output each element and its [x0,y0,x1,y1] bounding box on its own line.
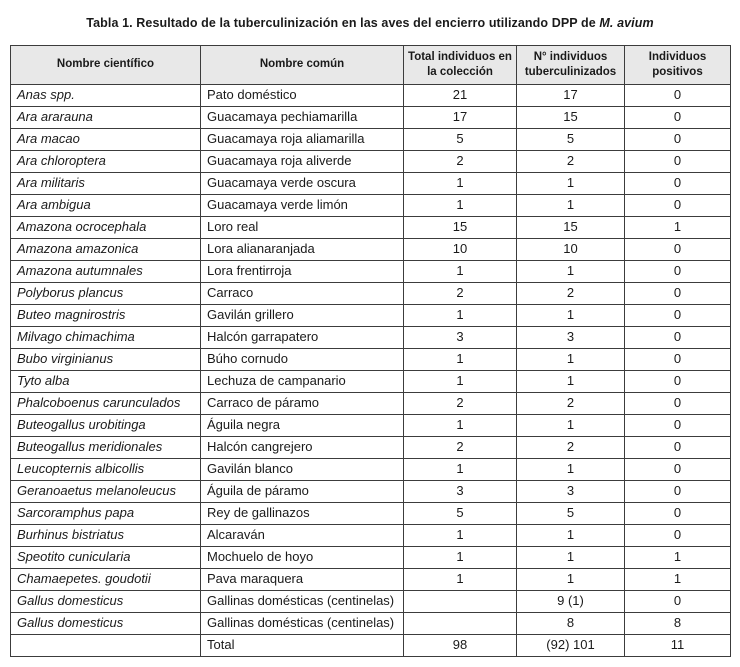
table-row [11,128,731,150]
cell-tuberculinized: 9 (1) [517,590,625,612]
cell-positive: 0 [625,260,731,282]
results-table [10,45,731,657]
table-row [11,282,731,304]
table-row [11,106,731,128]
cell-tuberculinized: 1 [517,458,625,480]
cell-positive: 0 [625,392,731,414]
cell-scientific-name: Buteo magnirostris [11,304,201,326]
cell-positive: 0 [625,524,731,546]
cell-scientific-name: Ara militaris [11,172,201,194]
table-row [11,568,731,590]
header-positive: Individuos positivos [625,46,731,85]
cell-tuberculinized: 2 [517,282,625,304]
table-row [11,612,731,634]
cell-positive: 0 [625,480,731,502]
table-row [11,546,731,568]
cell-scientific-name: Sarcoramphus papa [11,502,201,524]
cell-total-individuals: 1 [404,304,517,326]
cell-tuberculinized: 1 [517,370,625,392]
table-row [11,326,731,348]
cell-common-name: Águila negra [201,414,404,436]
cell-tuberculinized: 3 [517,326,625,348]
cell-scientific-name: Gallus domesticus [11,590,201,612]
cell-total-individuals: 1 [404,546,517,568]
cell-scientific-name [11,634,201,656]
cell-total-individuals: 1 [404,414,517,436]
cell-scientific-name: Amazona ocrocephala [11,216,201,238]
cell-tuberculinized: 10 [517,238,625,260]
cell-tuberculinized: 3 [517,480,625,502]
cell-total-individuals: 21 [404,84,517,106]
table-title-species: M. avium [599,16,654,30]
table-title [10,16,730,30]
cell-total-individuals [404,612,517,634]
cell-tuberculinized: 1 [517,568,625,590]
header-row [11,46,731,85]
header-scientific-name: Nombre científico [11,46,201,85]
cell-common-name: Carraco de páramo [201,392,404,414]
cell-common-name: Búho cornudo [201,348,404,370]
cell-common-name: Lora frentirroja [201,260,404,282]
cell-scientific-name: Ara chloroptera [11,150,201,172]
cell-common-name: Guacamaya roja aliverde [201,150,404,172]
cell-positive: 0 [625,282,731,304]
table-row [11,172,731,194]
cell-total-individuals: 3 [404,326,517,348]
cell-tuberculinized: 5 [517,502,625,524]
cell-total-individuals: 1 [404,458,517,480]
cell-scientific-name: Gallus domesticus [11,612,201,634]
cell-positive: 0 [625,304,731,326]
cell-common-name: Halcón cangrejero [201,436,404,458]
table-row [11,260,731,282]
table-row [11,502,731,524]
table-row [11,392,731,414]
cell-common-name: Loro real [201,216,404,238]
cell-common-name: Gavilán blanco [201,458,404,480]
cell-common-name: Lora alianaranjada [201,238,404,260]
cell-total-individuals: 98 [404,634,517,656]
cell-tuberculinized: 17 [517,84,625,106]
cell-common-name: Pava maraquera [201,568,404,590]
cell-scientific-name: Burhinus bistriatus [11,524,201,546]
cell-tuberculinized: 1 [517,524,625,546]
cell-tuberculinized: 1 [517,172,625,194]
cell-common-name: Total [201,634,404,656]
cell-common-name: Halcón garrapatero [201,326,404,348]
cell-common-name: Rey de gallinazos [201,502,404,524]
cell-common-name: Guacamaya pechiamarilla [201,106,404,128]
cell-scientific-name: Bubo virginianus [11,348,201,370]
table-row [11,458,731,480]
cell-total-individuals: 1 [404,370,517,392]
cell-total-individuals: 5 [404,128,517,150]
cell-scientific-name: Buteogallus meridionales [11,436,201,458]
cell-common-name: Alcaraván [201,524,404,546]
cell-scientific-name: Phalcoboenus carunculados [11,392,201,414]
cell-scientific-name: Buteogallus urobitinga [11,414,201,436]
cell-positive: 0 [625,590,731,612]
table-title-text: Tabla 1. Resultado de la tuberculinización en las aves del encierro utilizando DPP de [86,16,600,30]
cell-common-name: Gavilán grillero [201,304,404,326]
header-tuberculinized: N° individuos tuberculinizados [517,46,625,85]
cell-positive: 0 [625,414,731,436]
cell-tuberculinized: 1 [517,194,625,216]
cell-scientific-name: Leucopternis albicollis [11,458,201,480]
cell-common-name: Gallinas domésticas (centinelas) [201,612,404,634]
cell-total-individuals [404,590,517,612]
cell-scientific-name: Ara ararauna [11,106,201,128]
table-row [11,370,731,392]
cell-tuberculinized: 2 [517,150,625,172]
cell-scientific-name: Speotito cunicularia [11,546,201,568]
cell-scientific-name: Geranoaetus melanoleucus [11,480,201,502]
cell-positive: 0 [625,128,731,150]
cell-total-individuals: 2 [404,392,517,414]
cell-positive: 0 [625,238,731,260]
table-row [11,304,731,326]
cell-tuberculinized: 2 [517,392,625,414]
cell-positive: 0 [625,172,731,194]
cell-tuberculinized: 1 [517,414,625,436]
cell-total-individuals: 2 [404,436,517,458]
cell-scientific-name: Polyborus plancus [11,282,201,304]
cell-tuberculinized: (92) 101 [517,634,625,656]
table-row [11,634,731,656]
cell-positive: 11 [625,634,731,656]
cell-total-individuals: 1 [404,348,517,370]
cell-positive: 0 [625,194,731,216]
cell-positive: 0 [625,370,731,392]
cell-tuberculinized: 15 [517,106,625,128]
cell-common-name: Guacamaya verde limón [201,194,404,216]
cell-scientific-name: Milvago chimachima [11,326,201,348]
cell-tuberculinized: 1 [517,260,625,282]
cell-scientific-name: Ara ambigua [11,194,201,216]
cell-positive: 0 [625,458,731,480]
cell-common-name: Lechuza de campanario [201,370,404,392]
cell-total-individuals: 10 [404,238,517,260]
cell-total-individuals: 1 [404,260,517,282]
cell-common-name: Mochuelo de hoyo [201,546,404,568]
cell-total-individuals: 2 [404,282,517,304]
cell-common-name: Guacamaya verde oscura [201,172,404,194]
cell-positive: 0 [625,502,731,524]
cell-common-name: Pato doméstico [201,84,404,106]
cell-positive: 0 [625,106,731,128]
table-row [11,84,731,106]
cell-total-individuals: 17 [404,106,517,128]
table-row [11,524,731,546]
cell-total-individuals: 1 [404,568,517,590]
table-row [11,238,731,260]
cell-scientific-name: Amazona autumnales [11,260,201,282]
cell-common-name: Carraco [201,282,404,304]
cell-tuberculinized: 8 [517,612,625,634]
table-row [11,436,731,458]
cell-positive: 0 [625,348,731,370]
header-total-individuals: Total individuos en la colección [404,46,517,85]
cell-total-individuals: 5 [404,502,517,524]
table-row [11,150,731,172]
cell-scientific-name: Chamaepetes. goudotii [11,568,201,590]
cell-tuberculinized: 1 [517,304,625,326]
table-body [11,84,731,656]
table-row [11,414,731,436]
table-row [11,590,731,612]
cell-common-name: Gallinas domésticas (centinelas) [201,590,404,612]
cell-common-name: Águila de páramo [201,480,404,502]
table-row [11,480,731,502]
cell-positive: 0 [625,84,731,106]
cell-positive: 1 [625,546,731,568]
cell-total-individuals: 1 [404,194,517,216]
cell-positive: 0 [625,436,731,458]
cell-tuberculinized: 15 [517,216,625,238]
cell-tuberculinized: 5 [517,128,625,150]
cell-tuberculinized: 2 [517,436,625,458]
table-row [11,216,731,238]
cell-positive: 0 [625,150,731,172]
cell-total-individuals: 1 [404,524,517,546]
cell-tuberculinized: 1 [517,348,625,370]
cell-tuberculinized: 1 [517,546,625,568]
cell-positive: 1 [625,568,731,590]
cell-total-individuals: 3 [404,480,517,502]
cell-scientific-name: Ara macao [11,128,201,150]
cell-scientific-name: Anas spp. [11,84,201,106]
table-row [11,348,731,370]
cell-total-individuals: 2 [404,150,517,172]
table-row [11,194,731,216]
cell-scientific-name: Tyto alba [11,370,201,392]
header-common-name: Nombre común [201,46,404,85]
cell-total-individuals: 1 [404,172,517,194]
cell-positive: 0 [625,326,731,348]
cell-positive: 8 [625,612,731,634]
cell-total-individuals: 15 [404,216,517,238]
cell-positive: 1 [625,216,731,238]
cell-scientific-name: Amazona amazonica [11,238,201,260]
cell-common-name: Guacamaya roja aliamarilla [201,128,404,150]
